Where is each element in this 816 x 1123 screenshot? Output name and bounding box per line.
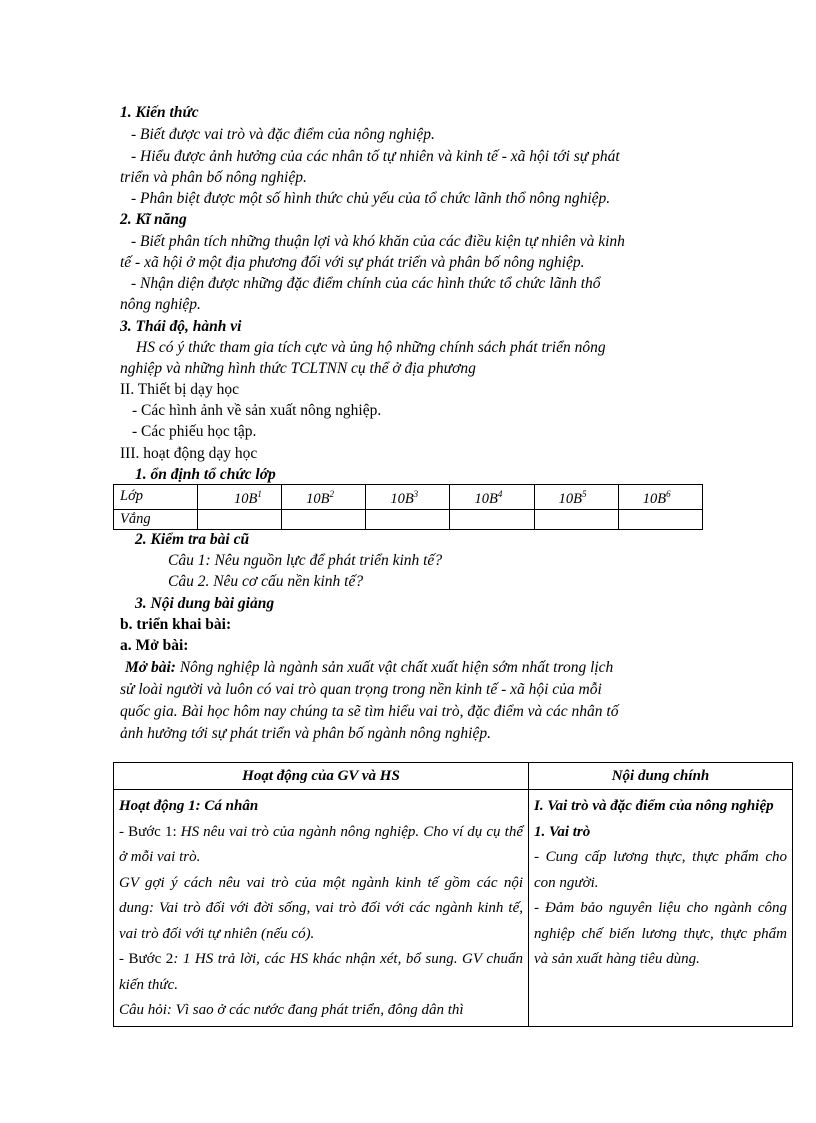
activity-hint: GV gợi ý cách nêu vai trò của một ngành kinh tế gồm các nội dung: Vai trò đối với đời sống, vai trò đối với các ngành kinh tế, vai trò đối với tự nhiên (nếu có). [119,874,523,942]
knowledge-line-1: - Biết được vai trò và đặc điểm của nông nghiệp. [131,126,435,143]
intro-line-1 [125,657,613,678]
heading-skills: 2. Kĩ năng [120,211,187,228]
heading-old-lesson: 2. Kiểm tra bài cũ [135,531,250,548]
skills-line-1: - Biết phân tích những thuận lợi và khó khăn của các điều kiện tự nhiên và kinh [131,233,625,250]
class-cell: $10B^3$ [366,485,450,510]
heading-equipment: II. Thiết bị dạy học [120,381,239,398]
header-activities: Hoạt động của GV và HS [114,763,529,790]
content-cell [529,790,793,1027]
content-item-2: - Đảm bảo nguyên liệu cho ngành công nghiệp chế biến lương thực, thực phẩm và sản xuất hàng tiêu dùng. [534,900,787,967]
activity-step-1: - Bước 1: HS nêu vai trò của ngành nông nghiệp. Cho ví dụ cụ thể ở mỗi vai trò. [119,823,523,865]
skills-line-4: nông nghiệp. [120,296,201,313]
intro-label: Mở bài: [125,659,176,676]
heading-lesson-content: 3. Nội dung bài giảng [135,595,275,612]
intro-line-2: sử loài người và luôn có vai trò quan trọng trong nền kinh tế - xã hội của mỗi [120,681,602,698]
absent-cell [618,509,702,529]
old-lesson-question-1: Câu 1: Nêu nguồn lực để phát triển kinh tế? [168,552,443,569]
absent-cell [198,509,282,529]
lesson-activity-table [113,762,793,1027]
absent-cell [282,509,366,529]
knowledge-line-3: triển và phân bố nông nghiệp. [120,169,307,186]
heading-attitude: 3. Thái độ, hành vi [120,318,242,335]
absent-cell [534,509,618,529]
class-row [114,485,703,510]
class-cell: $10B^5$ [534,485,618,510]
class-cell: $10B^4$ [450,485,534,510]
skills-line-3: - Nhận diện được những đặc điểm chính của các hình thức tổ chức lãnh thổ [131,275,601,292]
class-cell: $10B^2$ [282,485,366,510]
equipment-item-2: - Các phiếu học tập. [132,423,257,440]
class-cell: $10B^1$ [198,485,282,510]
attitude-line-1: HS có ý thức tham gia tích cực và ủng hộ những chính sách phát triển nông [136,339,606,356]
activity-step-2: - Bước 2: 1 HS trả lời, các HS khác nhận xét, bổ sung. GV chuẩn kiến thức. [119,951,523,993]
knowledge-line-4: - Phân biệt được một số hình thức chủ yếu của tổ chức lãnh thổ nông nghiệp. [131,190,611,207]
heading-knowledge: 1. Kiến thức [120,104,199,121]
header-main-content: Nội dung chính [529,763,793,790]
intro-line-3: quốc gia. Bài học hôm nay chúng ta sẽ tìm hiểu vai trò, đặc điểm và các nhân tố [120,703,619,720]
skills-line-2: tế - xã hội ở một địa phương đối với sự phát triển và phân bố nông nghiệp. [120,254,585,271]
class-cell: $10B^6$ [618,485,702,510]
absent-cell [366,509,450,529]
table-row [114,790,793,1027]
attitude-line-2: nghiệp và những hình thức TCLTNN cụ thể ở địa phương [120,360,476,377]
heading-deploy: b. triển khai bài: [120,616,232,633]
content-item-1: - Cung cấp lương thực, thực phẩm cho con người. [534,849,787,891]
old-lesson-question-2: Câu 2. Nêu cơ cấu nền kinh tế? [168,573,364,590]
intro-line-4: ảnh hưởng tới sự phát triển và phân bố ngành nông nghiệp. [120,725,491,742]
absent-row [114,509,703,529]
heading-opening: a. Mở bài: [120,637,189,654]
class-attendance-table [113,484,703,530]
activities-cell [114,790,529,1027]
class-row-label: Lớp [114,485,198,510]
absent-row-label: Vắng [114,509,198,529]
content-section-title: I. Vai trò và đặc điểm của nông nghiệp [534,798,774,814]
activity-title: Hoạt động 1: Cá nhân [119,798,259,814]
activity-question: Câu hỏi: Vì sao ở các nước đang phát triển, đông dân thì [119,1002,464,1018]
absent-cell [450,509,534,529]
heading-activities: III. hoạt động dạy học [120,445,258,462]
equipment-item-1: - Các hình ảnh về sản xuất nông nghiệp. [132,402,382,419]
table-header-row [114,763,793,790]
content-sub-title: 1. Vai trò [534,823,591,840]
knowledge-line-2: - Hiểu được ảnh hưởng của các nhân tố tự nhiên và kinh tế - xã hội tới sự phát [131,148,620,165]
intro-text-1: Nông nghiệp là ngành sản xuất vật chất xuất hiện sớm nhất trong lịch [175,659,614,676]
heading-class-organization: 1. ổn định tổ chức lớp [135,466,276,483]
